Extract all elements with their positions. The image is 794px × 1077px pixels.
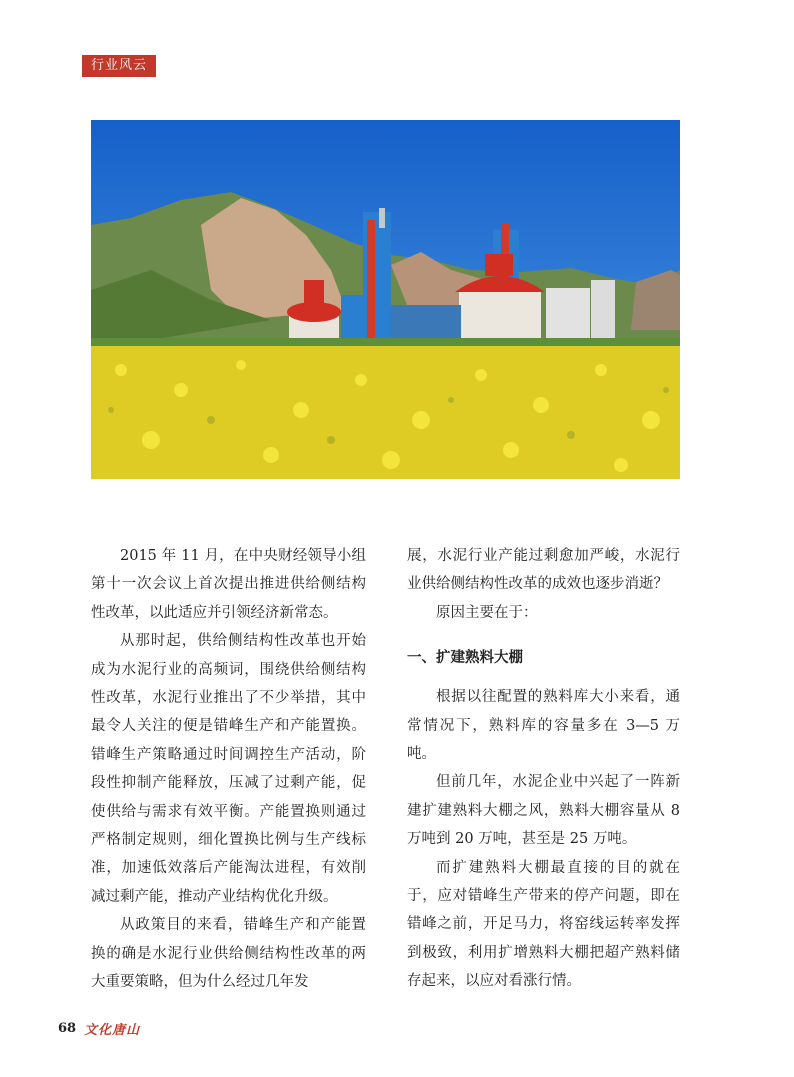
page-footer <box>58 1018 140 1038</box>
paragraph: 2015 年 11 月，在中央财经领导小组第十一次会议上首次提出推进供给侧结构性改革，以此适应并引领经济新常态。 <box>91 548 366 621</box>
paragraph-continuation: 展，水泥行业产能过剩愈加严峻，水泥行业供给侧结构性改革的成效也逐步消逝？ <box>407 548 680 593</box>
article-right-column <box>407 542 680 996</box>
paragraph: 但前几年，水泥企业中兴起了一阵新建扩建熟料大棚之风，熟料大棚容量从 8 万吨到 20 万吨，甚至是 25 万吨。 <box>407 774 680 848</box>
paragraph: 从那时起，供给侧结构性改革也开始成为水泥行业的高频词，围绕供给侧结构性改革，水泥行业推出了不少举措，其中最令人关注的便是错峰生产和产能置换。错峰生产策略通过时间调控生产活动，阶段性抑制产能释放，压减了过剩产能，促使供给与需求有效平衡。产能置换则通过严格制定规则，细化置换比例与生产线标准，加速低效落后产能淘汰进程，有效削减过剩产能，推动产业结构优化升级。 <box>91 633 366 905</box>
magazine-logo: 文化唐山 <box>84 1022 141 1038</box>
cement-plant-photo <box>91 120 680 479</box>
section-heading: 一、扩建熟料大棚 <box>407 650 523 667</box>
section-tag: 行业风云 <box>82 55 156 77</box>
paragraph: 从政策目的来看，错峰生产和产能置换的确是水泥行业供给侧结构性改革的两大重要策略，但为什么经过几年发 <box>91 917 366 991</box>
paragraph: 原因主要在于： <box>436 604 538 621</box>
paragraph: 而扩建熟料大棚最直接的目的就在于，应对错峰生产带来的停产问题，即在错峰之前，开足马力，将窑线运转率发挥到极致，利用扩增熟料大棚把超产熟料储存起来，以应对看涨行情。 <box>407 859 680 990</box>
paragraph: 根据以往配置的熟料库大小来看，通常情况下，熟料库的容量多在 3—5 万吨。 <box>407 689 680 763</box>
article-left-column <box>91 542 366 997</box>
page-number: 68 <box>58 1020 77 1036</box>
